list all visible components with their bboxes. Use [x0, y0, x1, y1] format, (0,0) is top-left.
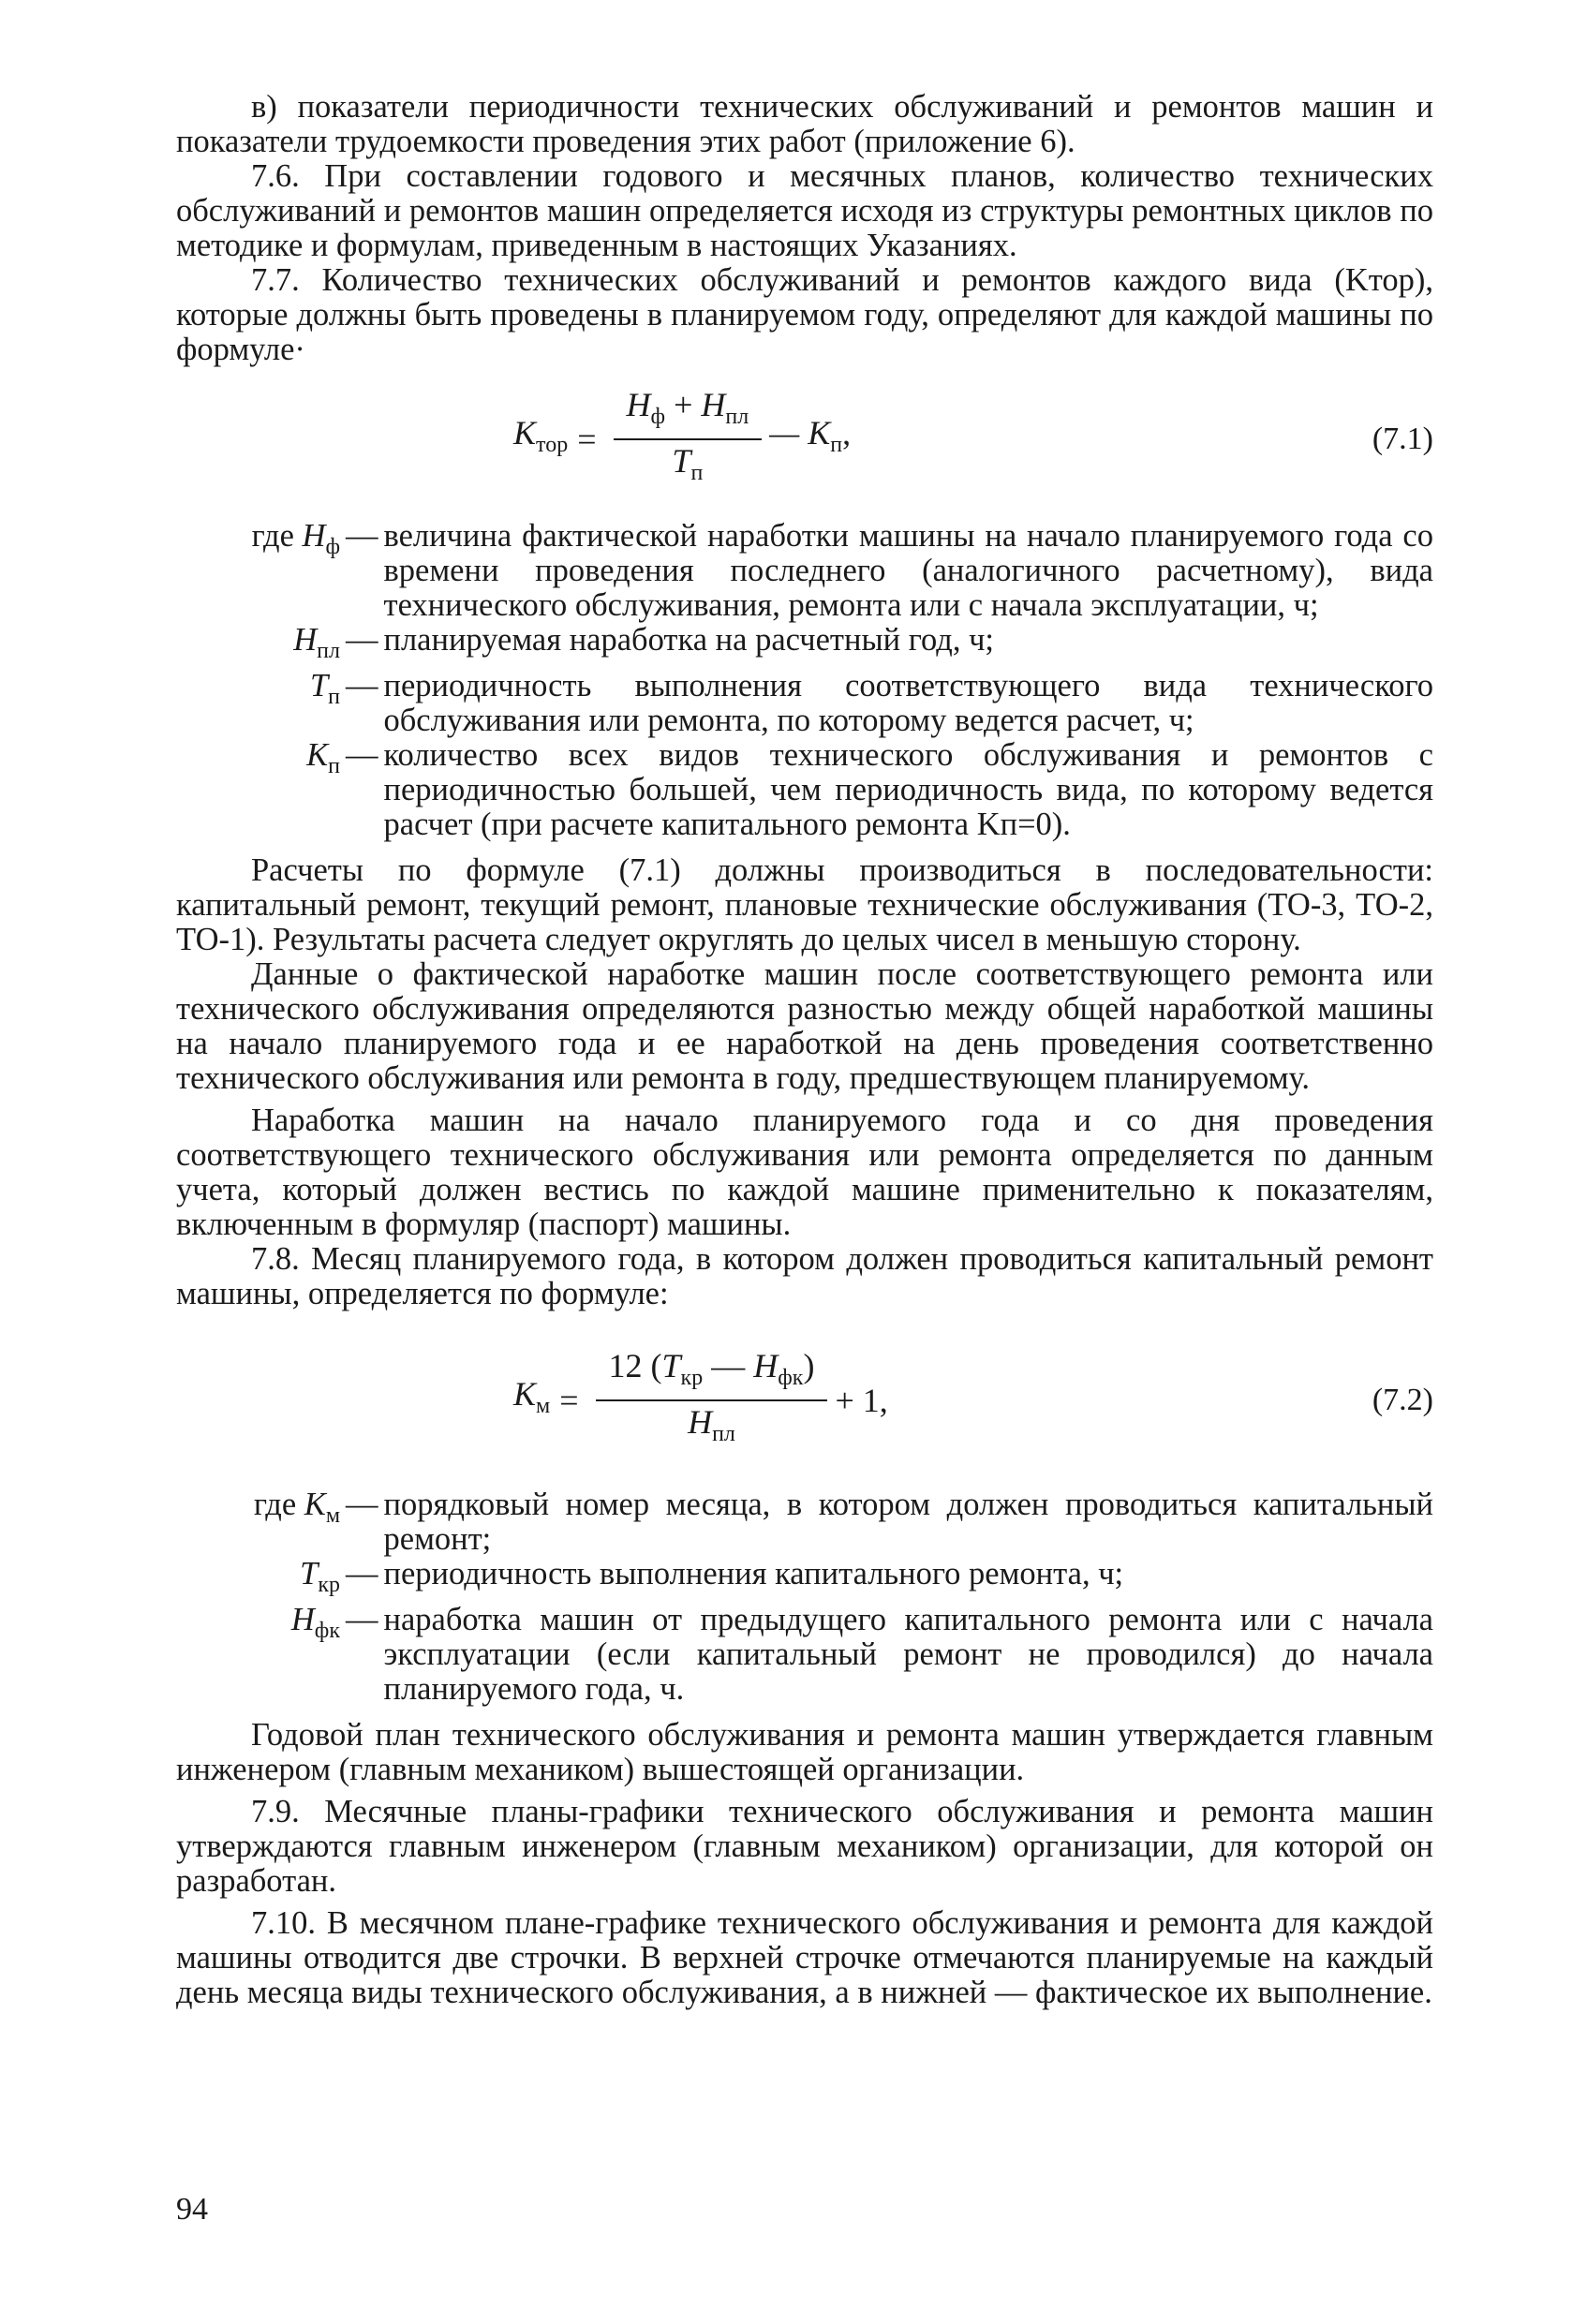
- paragraph-calc-order: Расчеты по формуле (7.1) должны производиться в последовательности: капитальный ремонт, текущий ремонт, плановые технические обслуживания (ТО-3, ТО-2, ТО-1). Результаты расчета следует округлять до целых чисел в меньшую сторону.: [176, 852, 1433, 957]
- definition-dash: —: [346, 1487, 378, 1522]
- definition-item: [176, 623, 1433, 669]
- formula-7-1-fraction: [614, 388, 763, 491]
- paragraph-actual-runtime: Данные о фактической наработке машин после соответствующего ремонта или технического обслуживания определяются разностью между общей наработкой машины на начало планируемого года и ее наработкой на день проведения соответственно технического обслуживания или ремонта в году, предшествующем планируемому.: [176, 956, 1433, 1096]
- paragraph-7-6: 7.6. При составлении годового и месячных планов, количество технических обслуживаний и ремонтов машин определяется исходя из структуры ремонтных циклов по методике и формулам, приведенным в настоящих Указаниях.: [176, 158, 1433, 263]
- paragraph-7-10: 7.10. В месячном плане-графике технического обслуживания и ремонта для каждой машины отводится две строчки. В верхней строчке отмечаются планируемые на каждый день месяца виды технического обслуживания, а в нижней — фактическое их выполнение.: [176, 1905, 1433, 2010]
- definition-item: [176, 1557, 1433, 1603]
- definitions-7-2: [176, 1488, 1433, 1707]
- definition-dash: —: [346, 622, 378, 658]
- definition-item: [176, 519, 1433, 623]
- definition-symbol: где $K_м$: [253, 1487, 340, 1528]
- equation-number-7-1: (7.1): [1372, 422, 1433, 456]
- paragraph-annual-plan: Годовой план технического обслуживания и ремонта машин утверждается главным инженером (главным механиком) вышестоящей организации.: [176, 1717, 1433, 1787]
- paragraph-runtime-start: Наработка машин на начало планируемого года и со дня проведения соответствующего технического обслуживания или ремонта определяется по данным учета, который должен вестись по каждой машине применительно к показателям, включенным в формуляр (паспорт) машины.: [176, 1103, 1433, 1242]
- formula-7-2-equals: =: [559, 1381, 579, 1419]
- definition-dash: —: [346, 1602, 378, 1637]
- paragraph-7-8: 7.8. Месяц планируемого года, в котором должен проводиться капитальный ремонт машины, определяется по формуле:: [176, 1241, 1433, 1311]
- formula-7-2-numerator: 12 ($T_{кр}$ — $H_{фк}$): [596, 1349, 828, 1401]
- formula-7-1: [176, 388, 1433, 500]
- definition-symbol: $H_{фк}$: [290, 1602, 340, 1643]
- formula-7-1-minus-term: — $K_п$,: [769, 414, 852, 457]
- definition-text: периодичность выполнения соответствующего вида технического обслуживания или ремонта, по которому ведется расчет, ч;: [383, 668, 1433, 738]
- definition-dash: —: [346, 737, 378, 773]
- definition-text: периодичность выполнения капитального ремонта, ч;: [383, 1556, 1124, 1591]
- definition-symbol: $T_п$: [309, 668, 340, 709]
- definition-text: планируемая наработка на расчетный год, ч;: [383, 622, 995, 658]
- definition-dash: —: [346, 668, 378, 703]
- formula-7-2-denominator: $H_{пл}$: [688, 1403, 735, 1446]
- definition-item: [176, 669, 1433, 738]
- formula-7-1-lhs: $K_{тор}$: [513, 414, 569, 457]
- definition-text: наработка машин от предыдущего капитального ремонта или с начала эксплуатации (если капитальный ремонт не проводился) до начала планируемого года, ч.: [383, 1602, 1433, 1707]
- page-number: 94: [176, 2192, 208, 2227]
- definition-item: [176, 738, 1433, 842]
- formula-7-2: [176, 1349, 1433, 1461]
- formula-7-2-fraction: [596, 1349, 828, 1452]
- page-body: [176, 90, 1433, 2010]
- formula-7-2-plus-one: + 1,: [835, 1381, 888, 1419]
- definition-symbol: где $H_ф$: [251, 518, 340, 559]
- paragraph-7-9: 7.9. Месячные планы-графики технического обслуживания и ремонта машин утверждаются главным инженером (главным механиком) организации, для которой он разработан.: [176, 1794, 1433, 1899]
- definition-text: величина фактической наработки машины на начало планируемого года со времени проведения последнего (аналогичного расчетному), вида технического обслуживания, ремонта или с начала эксплуатации, ч;: [383, 518, 1433, 623]
- definition-item: [176, 1603, 1433, 1707]
- definition-symbol: $T_{кр}$: [300, 1556, 340, 1597]
- definition-text: порядковый номер месяца, в котором должен проводиться капитальный ремонт;: [383, 1487, 1433, 1557]
- definition-dash: —: [346, 518, 378, 554]
- paragraph-item-v: в) показатели периодичности технических обслуживаний и ремонтов машин и показатели трудоемкости проведения этих работ (приложение 6).: [176, 89, 1433, 159]
- definitions-7-1: [176, 519, 1433, 842]
- formula-7-1-equals: =: [577, 420, 597, 458]
- definition-symbol: $H_{пл}$: [293, 622, 340, 663]
- definition-dash: —: [346, 1556, 378, 1591]
- formula-7-1-denominator: $T_п$: [672, 442, 704, 485]
- formula-7-2-lhs: $K_м$: [513, 1375, 551, 1418]
- equation-number-7-2: (7.2): [1372, 1383, 1433, 1417]
- definition-text: количество всех видов технического обслуживания и ремонтов с периодичностью большей, чем периодичность вида, по которому ведется расчет (при расчете капитального ремонта Kп=0).: [383, 737, 1433, 842]
- definition-symbol: $K_п$: [306, 737, 340, 778]
- formula-7-1-numerator: $H_ф + H_{пл}$: [614, 388, 763, 440]
- paragraph-7-7: 7.7. Количество технических обслуживаний и ремонтов каждого вида (Kтор), которые должны быть проведены в планируемом году, определяют для каждой машины по формуле·: [176, 262, 1433, 367]
- definition-item: [176, 1488, 1433, 1557]
